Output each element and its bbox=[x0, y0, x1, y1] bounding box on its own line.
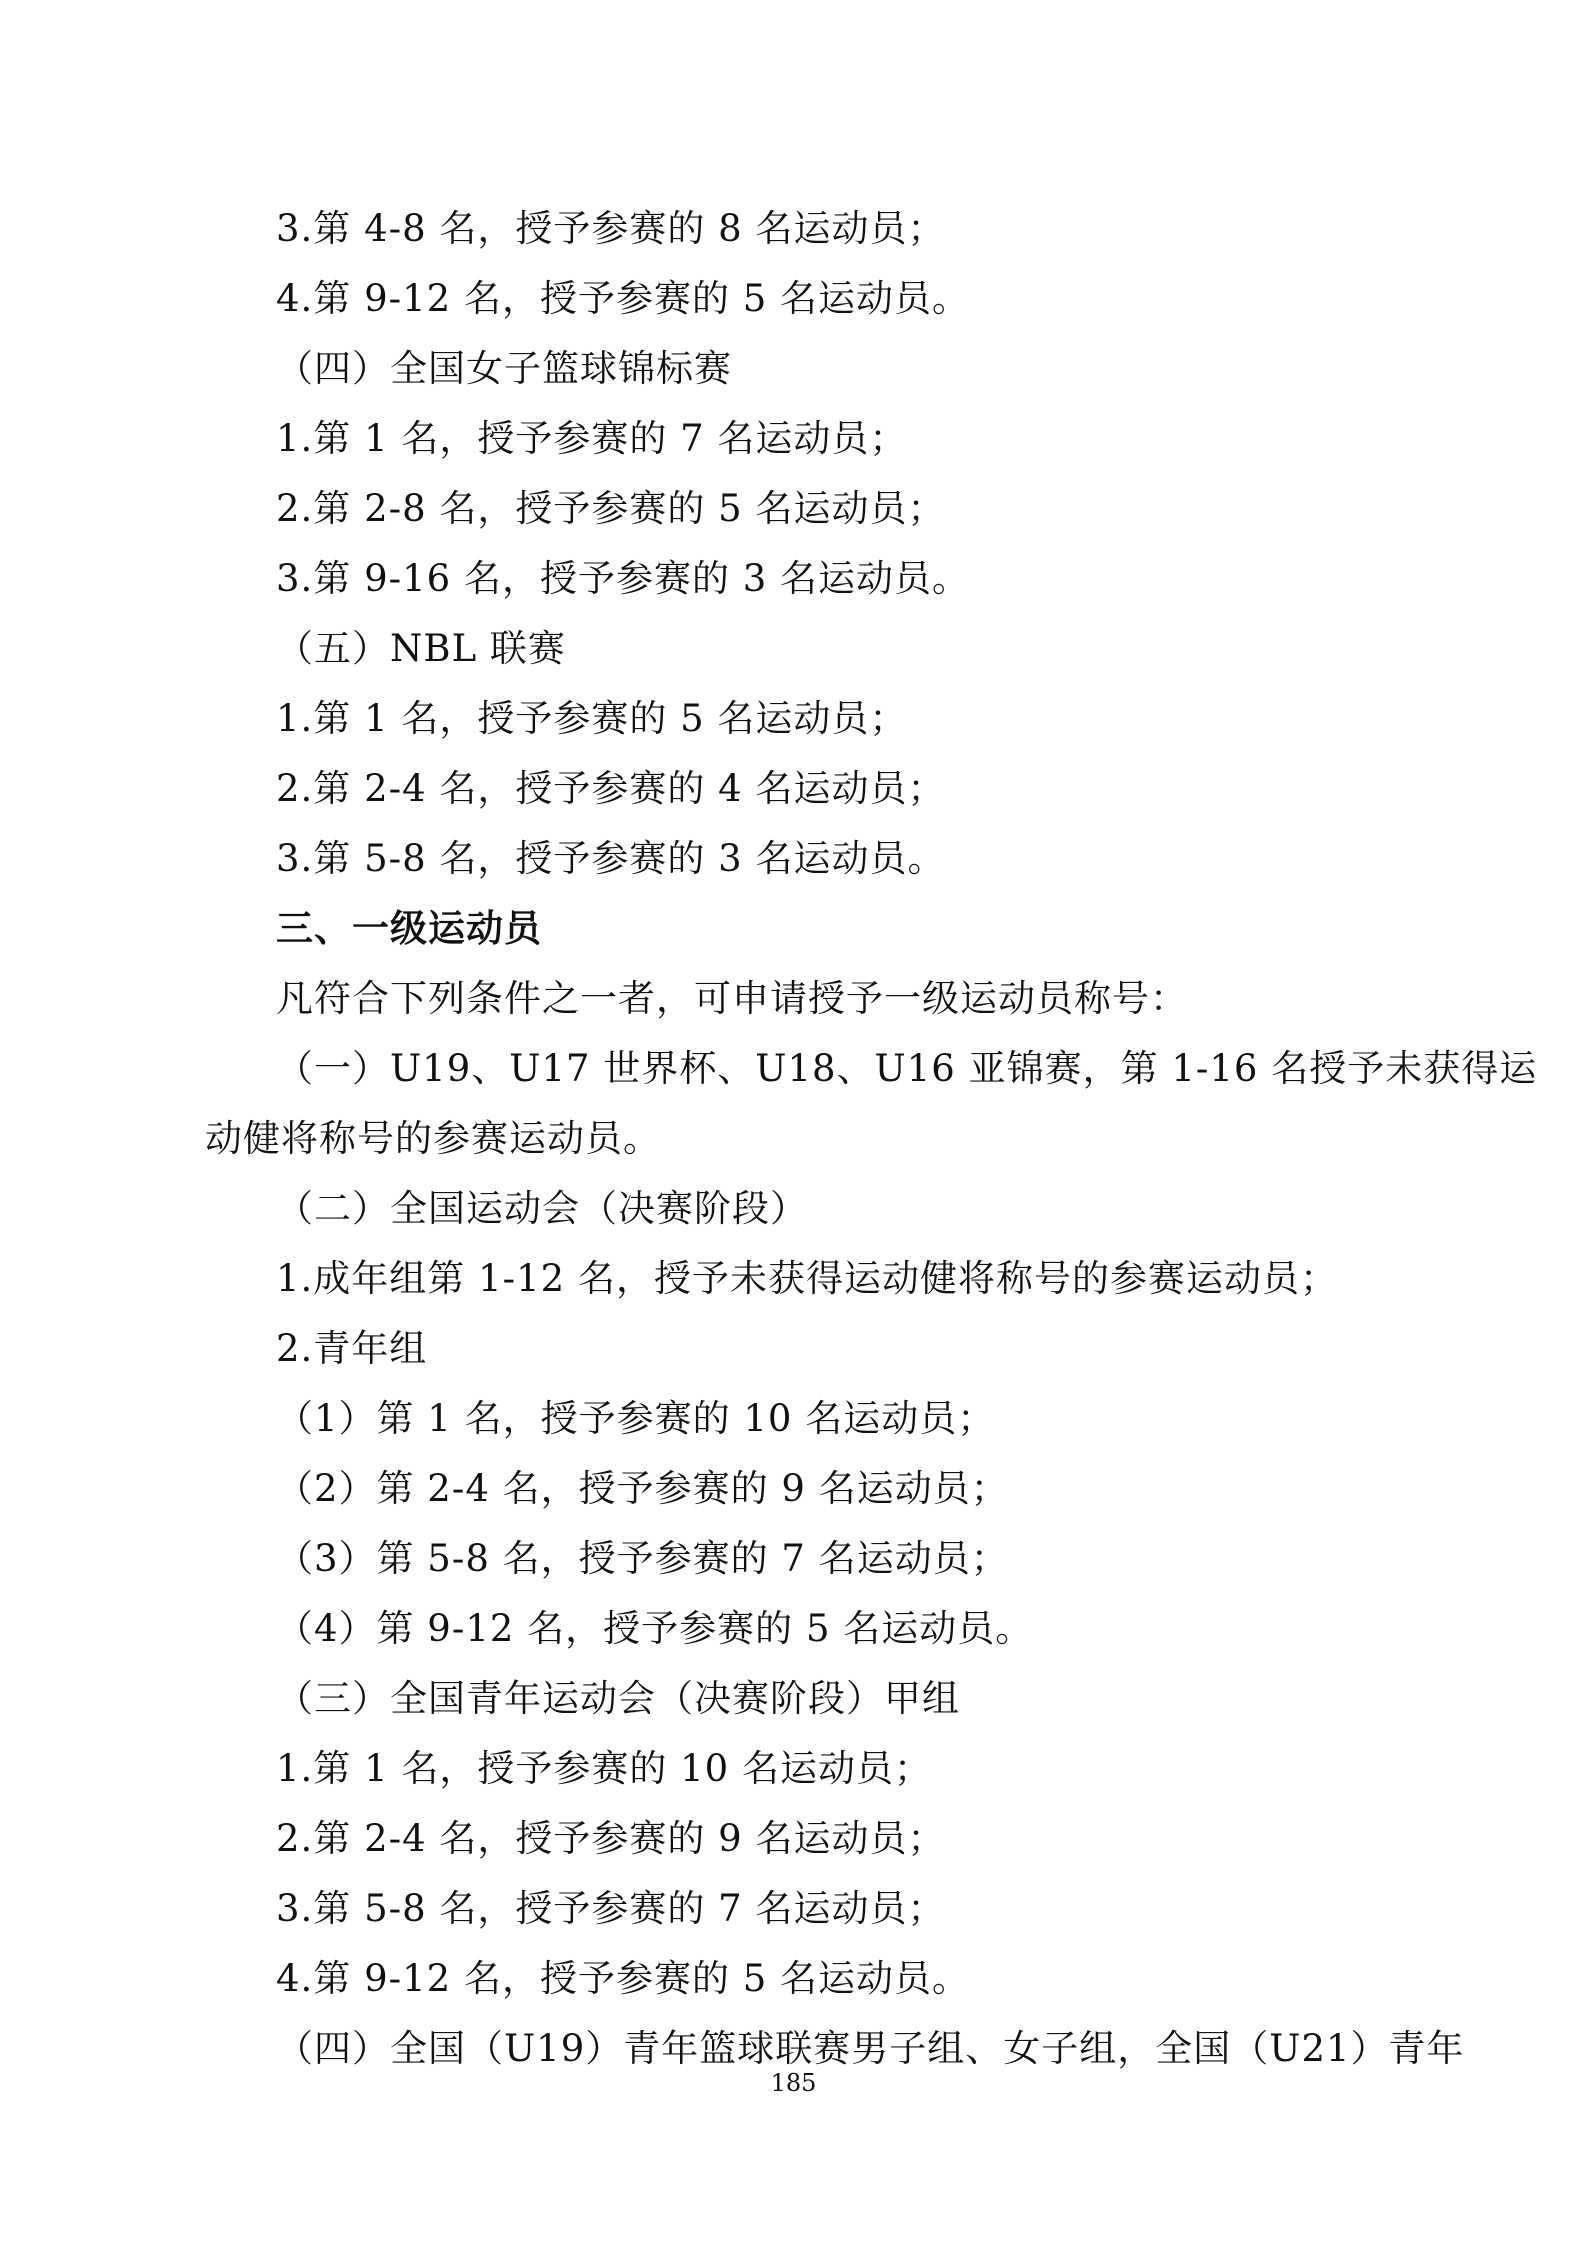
subsection-heading: （三）全国青年运动会（决赛阶段）甲组 bbox=[276, 1677, 960, 1720]
paragraph-line: （1）第 1 名，授予参赛的 10 名运动员； bbox=[276, 1397, 996, 1440]
paragraph-line: （3）第 5-8 名，授予参赛的 7 名运动员； bbox=[276, 1537, 1009, 1580]
paragraph-line: 4.第 9-12 名，授予参赛的 5 名运动员。 bbox=[276, 277, 971, 320]
paragraph-line: （4）第 9-12 名，授予参赛的 5 名运动员。 bbox=[276, 1607, 1034, 1650]
paragraph-line: 1.第 1 名，授予参赛的 10 名运动员； bbox=[276, 1747, 932, 1790]
paragraph-line: 2.第 2-4 名，授予参赛的 9 名运动员； bbox=[276, 1817, 946, 1860]
paragraph-line: 3.第 5-8 名，授予参赛的 7 名运动员； bbox=[276, 1887, 946, 1930]
paragraph-line: 2.青年组 bbox=[276, 1327, 428, 1370]
page-number: 185 bbox=[770, 2069, 817, 2097]
subsection-heading: （四）全国（U19）青年篮球联赛男子组、女子组，全国（U21）青年 bbox=[276, 2027, 1465, 2070]
paragraph-line: 凡符合下列条件之一者，可申请授予一级运动员称号： bbox=[276, 977, 1188, 1020]
paragraph-line: 3.第 4-8 名，授予参赛的 8 名运动员； bbox=[276, 207, 946, 250]
paragraph-line: 3.第 5-8 名，授予参赛的 3 名运动员。 bbox=[276, 837, 946, 880]
paragraph-line: 2.第 2-8 名，授予参赛的 5 名运动员； bbox=[276, 487, 946, 530]
subsection-heading: （二）全国运动会（决赛阶段） bbox=[276, 1187, 808, 1230]
paragraph-line: 1.第 1 名，授予参赛的 7 名运动员； bbox=[276, 417, 908, 460]
paragraph-line: 3.第 9-16 名，授予参赛的 3 名运动员。 bbox=[276, 557, 971, 600]
paragraph-line: 1.第 1 名，授予参赛的 5 名运动员； bbox=[276, 697, 908, 740]
paragraph-line: 4.第 9-12 名，授予参赛的 5 名运动员。 bbox=[276, 1957, 971, 2000]
subsection-heading: （四）全国女子篮球锦标赛 bbox=[276, 347, 732, 390]
paragraph-line: 1.成年组第 1-12 名，授予未获得运动健将称号的参赛运动员； bbox=[276, 1257, 1338, 1300]
paragraph-line: （2）第 2-4 名，授予参赛的 9 名运动员； bbox=[276, 1467, 1009, 1510]
subsection-heading: （五）NBL 联赛 bbox=[276, 627, 566, 670]
paragraph-line: 动健将称号的参赛运动员。 bbox=[205, 1117, 661, 1160]
paragraph-line: 2.第 2-4 名，授予参赛的 4 名运动员； bbox=[276, 767, 946, 810]
paragraph-line: （一）U19、U17 世界杯、U18、U16 亚锦赛，第 1-16 名授予未获得运 bbox=[276, 1047, 1538, 1090]
section-heading: 三、一级运动员 bbox=[276, 907, 542, 950]
